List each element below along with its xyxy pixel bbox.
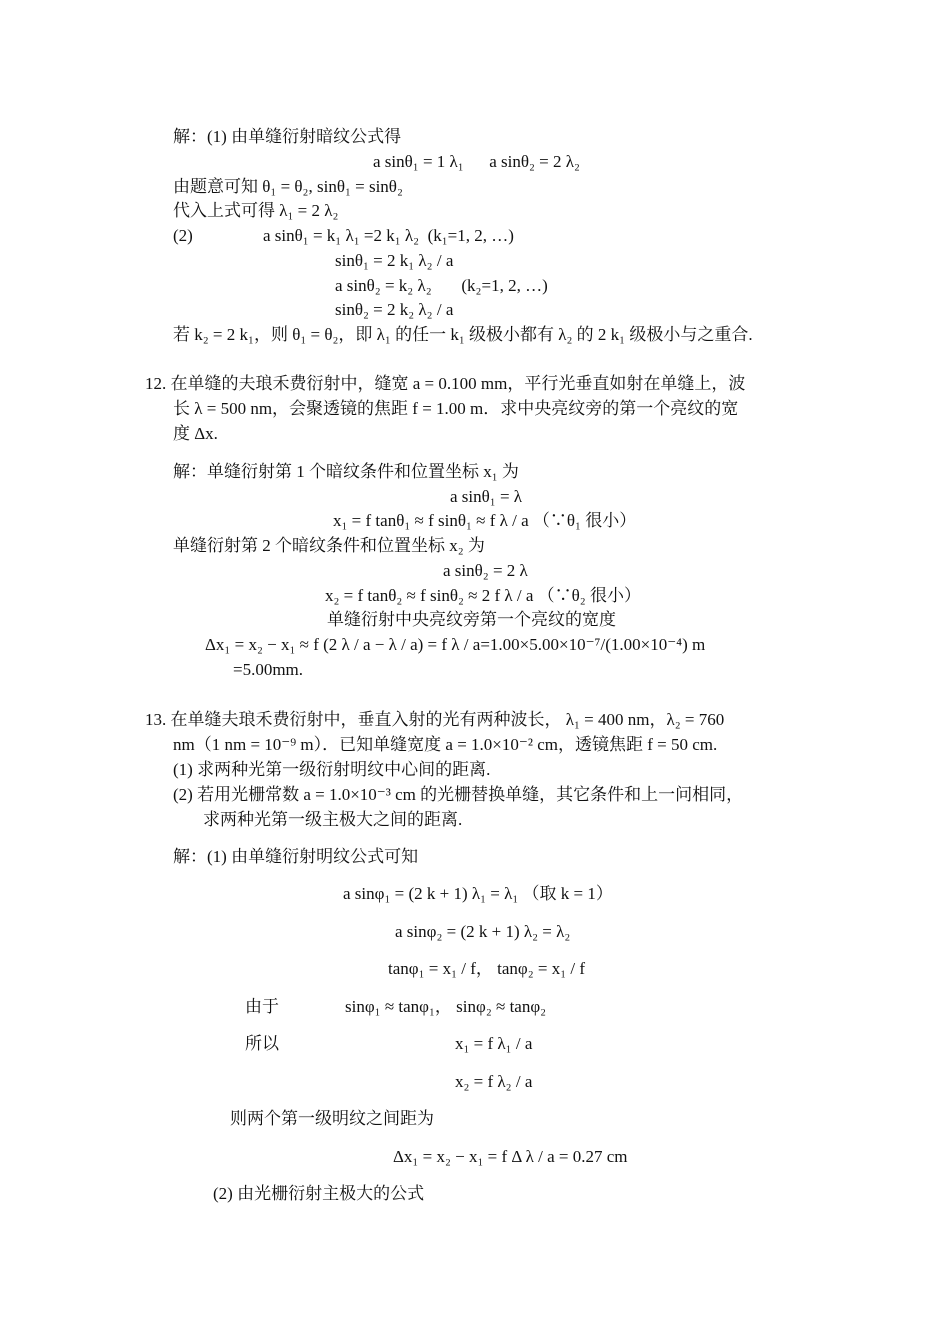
formula-line: sinθ₂ = 2 k₂ λ₂ / a <box>335 300 454 319</box>
problem-12-line: 长 λ = 500 nm，会聚透镜的焦距 f = 1.00 m．求中央亮纹旁的第一个亮纹的宽 <box>173 399 739 418</box>
text-line: 若 k₂ = 2 k₁，则 θ₁ = θ₂，即 λ₁ 的任一 k₁ 级极小都有 λ₂ 的 2 k₁ 级极小与之重合. <box>173 325 753 344</box>
formula-line: Δx₁ = x₂ − x₁ = f Δ λ / a = 0.27 cm <box>393 1147 628 1166</box>
text-line: (2) <box>173 226 193 245</box>
problem-12-line: 12. 在单缝的夫琅禾费衍射中，缝宽 a = 0.100 mm，平行光垂直如射在单缝上，波 <box>145 374 746 393</box>
formula-line: sinφ₁ ≈ tanφ₁， sinφ₂ ≈ tanφ₂ <box>345 997 547 1016</box>
formula-line: =5.00mm. <box>233 660 304 679</box>
text-line: 由题意可知 θ₁ = θ₂, sinθ₁ = sinθ₂ <box>173 177 403 196</box>
text-line: 单缝衍射第 2 个暗纹条件和位置坐标 x₂ 为 <box>173 536 485 555</box>
text-line: 则两个第一级明纹之间距为 <box>230 1109 434 1128</box>
text-line: 解：单缝衍射第 1 个暗纹条件和位置坐标 x₁ 为 <box>173 462 519 481</box>
formula-line: tanφ₁ = x₁ / f， tanφ₂ = x₁ / f <box>388 959 586 978</box>
problem-13-line: (2) 若用光栅常数 a = 1.0×10⁻³ cm 的光栅替换单缝，其它条件和上一问相同， <box>173 785 744 804</box>
formula-line: x₁ = f λ₁ / a <box>455 1034 533 1053</box>
formula-line: x₁ = f tanθ₁ ≈ f sinθ₁ ≈ f λ / a （∵θ₁ 很小） <box>333 511 637 530</box>
formula-line: Δx₁ = x₂ − x₁ ≈ f (2 λ / a − λ / a) = f λ / a=1.00×5.00×10⁻⁷/(1.00×10⁻⁴) m <box>205 635 706 654</box>
text-line: 解：(1) 由单缝衍射明纹公式可知 <box>173 847 419 866</box>
formula-line: a sinθ₁ = λ <box>450 487 523 506</box>
formula-line: a sinθ₂ = k₂ λ₂ (k₂=1, 2, …) <box>335 276 548 295</box>
formula-line: x₂ = f λ₂ / a <box>455 1072 533 1091</box>
text-line: 解：(1) 由单缝衍射暗纹公式得 <box>173 127 402 146</box>
text-line: 所以 <box>245 1034 279 1053</box>
problem-13-line: nm（1 nm = 10⁻⁹ m）．已知单缝宽度 a = 1.0×10⁻² cm，透镜焦距 f = 50 cm. <box>173 735 718 754</box>
formula-line: a sinφ₂ = (2 k + 1) λ₂ = λ₂ <box>395 922 571 941</box>
text-line: 由于 <box>245 997 279 1016</box>
formula-line: a sinθ₁ = 1 λ₁ a sinθ₂ = 2 λ₂ <box>373 152 580 171</box>
text-line: (2) 由光栅衍射主极大的公式 <box>213 1184 425 1203</box>
problem-13-line: (1) 求两种光第一级衍射明纹中心间的距离. <box>173 760 491 779</box>
problem-12-line: 度 Δx. <box>173 424 218 443</box>
problem-13-line: 求两种光第一级主极大之间的距离. <box>203 810 463 829</box>
text-line: 单缝衍射中央亮纹旁第一个亮纹的宽度 <box>327 610 616 629</box>
formula-line: sinθ₁ = 2 k₁ λ₂ / a <box>335 251 454 270</box>
formula-line: a sinφ₁ = (2 k + 1) λ₁ = λ₁ （取 k = 1） <box>343 884 613 903</box>
formula-line: a sinθ₂ = 2 λ <box>443 561 528 580</box>
text-line: 代入上式可得 λ₁ = 2 λ₂ <box>173 201 339 220</box>
formula-line: a sinθ₁ = k₁ λ₁ =2 k₁ λ₂ (k₁=1, 2, …) <box>263 226 514 245</box>
formula-line: x₂ = f tanθ₂ ≈ f sinθ₂ ≈ 2 f λ / a （∵θ₂ 很小） <box>325 586 641 605</box>
problem-13-line: 13. 在单缝夫琅禾费衍射中，垂直入射的光有两种波长， λ₁ = 400 nm，λ₂ = 760 <box>145 710 725 729</box>
